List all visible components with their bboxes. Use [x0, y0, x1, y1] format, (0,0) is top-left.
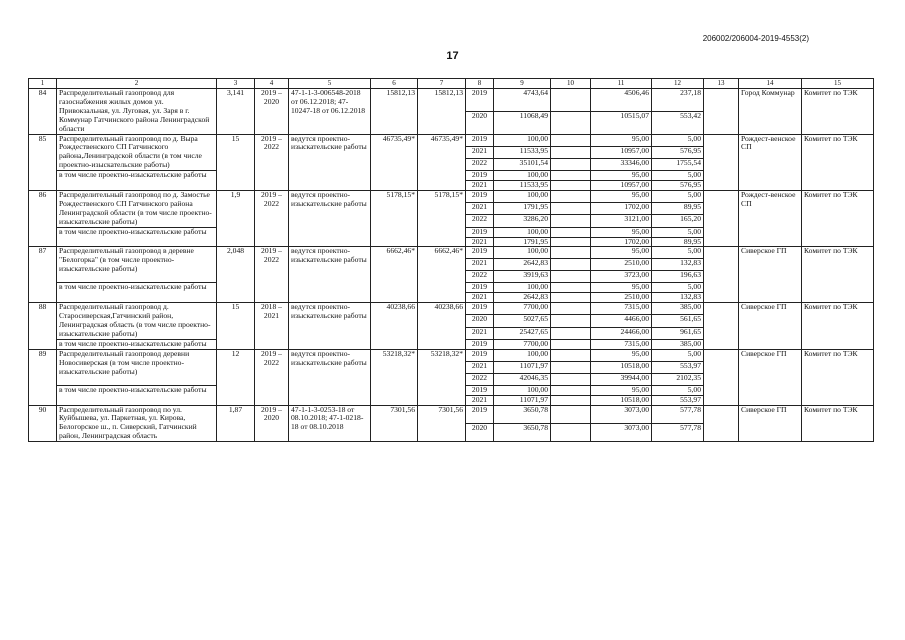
sub-label: в том числе проектно-изыскательские работы	[57, 171, 217, 191]
object-name: Распределительный газопровод по д. Выра Рождественского СП Гатчинского района,Ленинградской области (в том числе проектно-изыскательские работы)	[57, 134, 217, 171]
year-cell: 2020	[466, 423, 494, 441]
value-col11: 4466,00	[591, 315, 652, 327]
year-cell: 2019	[466, 134, 494, 146]
value-col11: 24466,00	[591, 327, 652, 339]
value-col11: 95,00	[591, 385, 652, 395]
value-col9: 11533,95	[494, 146, 551, 158]
header-row	[29, 79, 874, 89]
total-cost: 6662,46*	[371, 247, 418, 303]
value-col9: 3650,78	[494, 405, 551, 423]
header-cell-12: 12	[652, 79, 704, 89]
value-col9: 1791,95	[494, 237, 551, 247]
period: 2018 – 2021	[255, 303, 289, 350]
row-number: 90	[29, 405, 57, 442]
locality: Рождест-венское СП	[739, 190, 802, 246]
header-cell-7: 7	[418, 79, 466, 89]
header-cell-4: 4	[255, 79, 289, 89]
value-col9: 5027,65	[494, 315, 551, 327]
period: 2019 – 2022	[255, 247, 289, 303]
value-col10	[551, 111, 591, 134]
header-cell-1: 1	[29, 79, 57, 89]
value-col9: 100,00	[494, 134, 551, 146]
documents: ведутся проектно-изыскательские работы	[289, 349, 371, 405]
locality: Сиверское ГП	[739, 247, 802, 303]
year-cell: 2020	[466, 111, 494, 134]
value-col11: 95,00	[591, 227, 652, 237]
sub-label: в том числе проектно-изыскательские работы	[57, 227, 217, 247]
sub-label: в том числе проектно-изыскательские работы	[57, 385, 217, 405]
cost-estimate: 46735,49*	[418, 134, 466, 190]
value-col11: 10957,00	[591, 181, 652, 191]
value-col10	[551, 327, 591, 339]
value-col9: 100,00	[494, 385, 551, 395]
table-row	[29, 349, 874, 361]
year-cell: 2021	[466, 327, 494, 339]
length-km: 15	[217, 134, 255, 190]
responsible: Комитет по ТЭК	[802, 190, 874, 246]
value-col12: 5,00	[652, 385, 704, 395]
header-cell-3: 3	[217, 79, 255, 89]
value-col11: 39944,00	[591, 373, 652, 385]
value-col10	[551, 89, 591, 112]
length-km: 12	[217, 349, 255, 405]
value-col9: 3919,63	[494, 271, 551, 283]
year-cell: 2019	[466, 303, 494, 315]
value-col12: 237,18	[652, 89, 704, 112]
value-col10	[551, 423, 591, 441]
responsible: Комитет по ТЭК	[802, 405, 874, 442]
table-row	[29, 303, 874, 315]
value-col11: 1702,00	[591, 237, 652, 247]
row-number: 87	[29, 247, 57, 303]
value-col11: 10957,00	[591, 146, 652, 158]
header-cell-8: 8	[466, 79, 494, 89]
responsible: Комитет по ТЭК	[802, 349, 874, 405]
value-col10	[551, 339, 591, 349]
period: 2019 – 2022	[255, 190, 289, 246]
value-col12: 132,83	[652, 293, 704, 303]
object-name: Распределительный газопровод д. Старосиверская,Гатчинский район, Ленинградская область (в том числе проектно-изыскательские работы)	[57, 303, 217, 340]
gas-pipeline-table	[28, 78, 874, 442]
length-km: 2,048	[217, 247, 255, 303]
year-cell: 2022	[466, 215, 494, 227]
total-cost: 40238,66	[371, 303, 418, 350]
documents: ведутся проектно-изыскательские работы	[289, 303, 371, 350]
header-cell-14: 14	[739, 79, 802, 89]
value-col12: 5,00	[652, 349, 704, 361]
value-col10	[551, 190, 591, 202]
value-col13	[704, 303, 739, 350]
table-row	[29, 134, 874, 146]
value-col9: 11533,95	[494, 181, 551, 191]
row-number: 84	[29, 89, 57, 135]
year-cell: 2020	[466, 315, 494, 327]
value-col11: 33346,00	[591, 158, 652, 170]
year-cell: 2022	[466, 271, 494, 283]
value-col10	[551, 361, 591, 373]
year-cell: 2019	[466, 405, 494, 423]
locality: Сиверское ГП	[739, 303, 802, 350]
value-col11: 3073,00	[591, 423, 652, 441]
value-col13	[704, 247, 739, 303]
value-col9: 35101,54	[494, 158, 551, 170]
value-col9: 100,00	[494, 247, 551, 259]
cost-estimate: 40238,66	[418, 303, 466, 350]
value-col11: 95,00	[591, 171, 652, 181]
cost-estimate: 53218,32*	[418, 349, 466, 405]
year-cell: 2022	[466, 373, 494, 385]
value-col12: 553,97	[652, 361, 704, 373]
value-col10	[551, 134, 591, 146]
value-col10	[551, 303, 591, 315]
header-cell-11: 11	[591, 79, 652, 89]
year-cell: 2019	[466, 385, 494, 395]
value-col10	[551, 315, 591, 327]
value-col11: 3723,00	[591, 271, 652, 283]
period: 2019 – 2020	[255, 89, 289, 135]
sub-label: в том числе проектно-изыскательские работы	[57, 339, 217, 349]
value-col12: 196,63	[652, 271, 704, 283]
period: 2019 – 2020	[255, 405, 289, 442]
value-col12: 553,42	[652, 111, 704, 134]
row-number: 85	[29, 134, 57, 190]
year-cell: 2021	[466, 361, 494, 373]
value-col10	[551, 259, 591, 271]
value-col10	[551, 215, 591, 227]
year-cell: 2021	[466, 395, 494, 405]
responsible: Комитет по ТЭК	[802, 247, 874, 303]
value-col10	[551, 158, 591, 170]
year-cell: 2021	[466, 203, 494, 215]
value-col10	[551, 395, 591, 405]
locality: Сиверское ГП	[739, 349, 802, 405]
value-col9: 4743,64	[494, 89, 551, 112]
value-col10	[551, 146, 591, 158]
table-row	[29, 89, 874, 112]
value-col10	[551, 247, 591, 259]
year-cell: 2019	[466, 339, 494, 349]
year-cell: 2021	[466, 146, 494, 158]
value-col9: 100,00	[494, 227, 551, 237]
value-col12: 5,00	[652, 247, 704, 259]
sub-label: в том числе проектно-изыскательские работы	[57, 283, 217, 303]
value-col11: 10518,00	[591, 395, 652, 405]
responsible: Комитет по ТЭК	[802, 89, 874, 135]
value-col10	[551, 271, 591, 283]
value-col12: 89,95	[652, 203, 704, 215]
total-cost: 53218,32*	[371, 349, 418, 405]
length-km: 3,141	[217, 89, 255, 135]
value-col12: 2102,35	[652, 373, 704, 385]
value-col11: 1702,00	[591, 203, 652, 215]
value-col12: 5,00	[652, 283, 704, 293]
value-col12: 576,95	[652, 146, 704, 158]
value-col9: 2642,83	[494, 259, 551, 271]
documents: ведутся проектно-изыскательские работы	[289, 247, 371, 303]
documents: 47-1-1-3-0253-18 от 08.10.2018; 47-1-0218-18 от 08.10.2018	[289, 405, 371, 442]
length-km: 1,87	[217, 405, 255, 442]
year-cell: 2022	[466, 158, 494, 170]
locality: Сиверское ГП	[739, 405, 802, 442]
year-cell: 2019	[466, 89, 494, 112]
year-cell: 2021	[466, 259, 494, 271]
value-col12: 5,00	[652, 190, 704, 202]
header-cell-15: 15	[802, 79, 874, 89]
header-cell-13: 13	[704, 79, 739, 89]
year-cell: 2021	[466, 237, 494, 247]
value-col11: 7315,00	[591, 303, 652, 315]
value-col10	[551, 283, 591, 293]
documents: 47-1-1-3-006548-2018 от 06.12.2018; 47-10247-18 от 06.12.2018	[289, 89, 371, 135]
object-name: Распределительный газопровод в деревне "Белогорка" (в том числе проектно-изыскательские работы)	[57, 247, 217, 283]
value-col9: 11071,97	[494, 395, 551, 405]
responsible: Комитет по ТЭК	[802, 134, 874, 190]
year-cell: 2019	[466, 171, 494, 181]
value-col10	[551, 237, 591, 247]
value-col11: 4506,46	[591, 89, 652, 112]
object-name: Распределительный газопровод для газоснабжения жилых домов ул. Привокзальная, ул. Луговая, ул. Заря в г. Коммунар Гатчинского района Ленинградской области	[57, 89, 217, 135]
value-col12: 89,95	[652, 237, 704, 247]
value-col10	[551, 293, 591, 303]
value-col13	[704, 405, 739, 442]
value-col9: 3650,78	[494, 423, 551, 441]
row-number: 86	[29, 190, 57, 246]
value-col9: 7700,00	[494, 339, 551, 349]
value-col12: 5,00	[652, 227, 704, 237]
value-col11: 10518,00	[591, 361, 652, 373]
value-col9: 3286,20	[494, 215, 551, 227]
value-col10	[551, 349, 591, 361]
value-col10	[551, 227, 591, 237]
table-row	[29, 190, 874, 202]
value-col10	[551, 405, 591, 423]
row-number: 88	[29, 303, 57, 350]
value-col9: 42046,35	[494, 373, 551, 385]
value-col12: 132,83	[652, 259, 704, 271]
length-km: 15	[217, 303, 255, 350]
document-id: 206002/206004-2019-4553(2)	[702, 34, 809, 43]
value-col12: 385,00	[652, 339, 704, 349]
value-col9: 100,00	[494, 283, 551, 293]
page-number: 17	[446, 50, 459, 62]
cost-estimate: 7301,56	[418, 405, 466, 442]
value-col9: 2642,83	[494, 293, 551, 303]
value-col13	[704, 190, 739, 246]
locality: Рождест-венское СП	[739, 134, 802, 190]
cost-estimate: 5178,15*	[418, 190, 466, 246]
cost-estimate: 15812,13	[418, 89, 466, 135]
table-row	[29, 247, 874, 259]
object-name: Распределительный газопровод по д. Замостье Рождественского СП Гатчинского района Ленинградской области (в том числе проектно-изыскательские работы)	[57, 190, 217, 227]
value-col12: 561,65	[652, 315, 704, 327]
value-col11: 2510,00	[591, 259, 652, 271]
value-col10	[551, 171, 591, 181]
value-col12: 5,00	[652, 171, 704, 181]
header-cell-10: 10	[551, 79, 591, 89]
value-col9: 11071,97	[494, 361, 551, 373]
value-col10	[551, 385, 591, 395]
documents: ведутся проектно-изыскательские работы	[289, 134, 371, 190]
value-col11: 2510,00	[591, 293, 652, 303]
value-col11: 95,00	[591, 349, 652, 361]
value-col11: 3073,00	[591, 405, 652, 423]
value-col11: 95,00	[591, 134, 652, 146]
length-km: 1,9	[217, 190, 255, 246]
year-cell: 2019	[466, 283, 494, 293]
value-col12: 165,20	[652, 215, 704, 227]
total-cost: 15812,13	[371, 89, 418, 135]
year-cell: 2021	[466, 181, 494, 191]
value-col9: 25427,65	[494, 327, 551, 339]
period: 2019 – 2022	[255, 134, 289, 190]
value-col10	[551, 373, 591, 385]
year-cell: 2019	[466, 349, 494, 361]
value-col12: 577,78	[652, 405, 704, 423]
object-name: Распределительный газопровод по ул. Куйбышева, ул. Паркетная, ул. Кирова, Белогорское ш., п. Сиверский, Гатчинский район, Ленинградская область	[57, 405, 217, 442]
value-col10	[551, 203, 591, 215]
responsible: Комитет по ТЭК	[802, 303, 874, 350]
value-col12: 5,00	[652, 134, 704, 146]
value-col9: 100,00	[494, 349, 551, 361]
value-col12: 576,95	[652, 181, 704, 191]
header-cell-9: 9	[494, 79, 551, 89]
value-col12: 553,97	[652, 395, 704, 405]
value-col13	[704, 134, 739, 190]
value-col13	[704, 89, 739, 135]
header-cell-2: 2	[57, 79, 217, 89]
value-col12: 961,65	[652, 327, 704, 339]
value-col12: 577,78	[652, 423, 704, 441]
value-col9: 11068,49	[494, 111, 551, 134]
value-col9: 100,00	[494, 171, 551, 181]
year-cell: 2019	[466, 227, 494, 237]
cost-estimate: 6662,46*	[418, 247, 466, 303]
table-row	[29, 405, 874, 423]
value-col11: 95,00	[591, 283, 652, 293]
period: 2019 – 2022	[255, 349, 289, 405]
value-col11: 7315,00	[591, 339, 652, 349]
year-cell: 2019	[466, 190, 494, 202]
value-col13	[704, 349, 739, 405]
value-col12: 385,00	[652, 303, 704, 315]
locality: Город Коммунар	[739, 89, 802, 135]
year-cell: 2019	[466, 247, 494, 259]
value-col12: 1755,54	[652, 158, 704, 170]
value-col11: 95,00	[591, 247, 652, 259]
object-name: Распределительный газопровод деревни Новосиверская (в том числе проектно-изыскательские работы)	[57, 349, 217, 385]
header-cell-5: 5	[289, 79, 371, 89]
year-cell: 2021	[466, 293, 494, 303]
documents: ведутся проектно-изыскательские работы	[289, 190, 371, 246]
header-cell-6: 6	[371, 79, 418, 89]
value-col11: 95,00	[591, 190, 652, 202]
value-col10	[551, 181, 591, 191]
row-number: 89	[29, 349, 57, 405]
value-col11: 3121,00	[591, 215, 652, 227]
total-cost: 5178,15*	[371, 190, 418, 246]
value-col11: 10515,07	[591, 111, 652, 134]
value-col9: 100,00	[494, 190, 551, 202]
total-cost: 46735,49*	[371, 134, 418, 190]
total-cost: 7301,56	[371, 405, 418, 442]
value-col9: 7700,00	[494, 303, 551, 315]
value-col9: 1791,95	[494, 203, 551, 215]
